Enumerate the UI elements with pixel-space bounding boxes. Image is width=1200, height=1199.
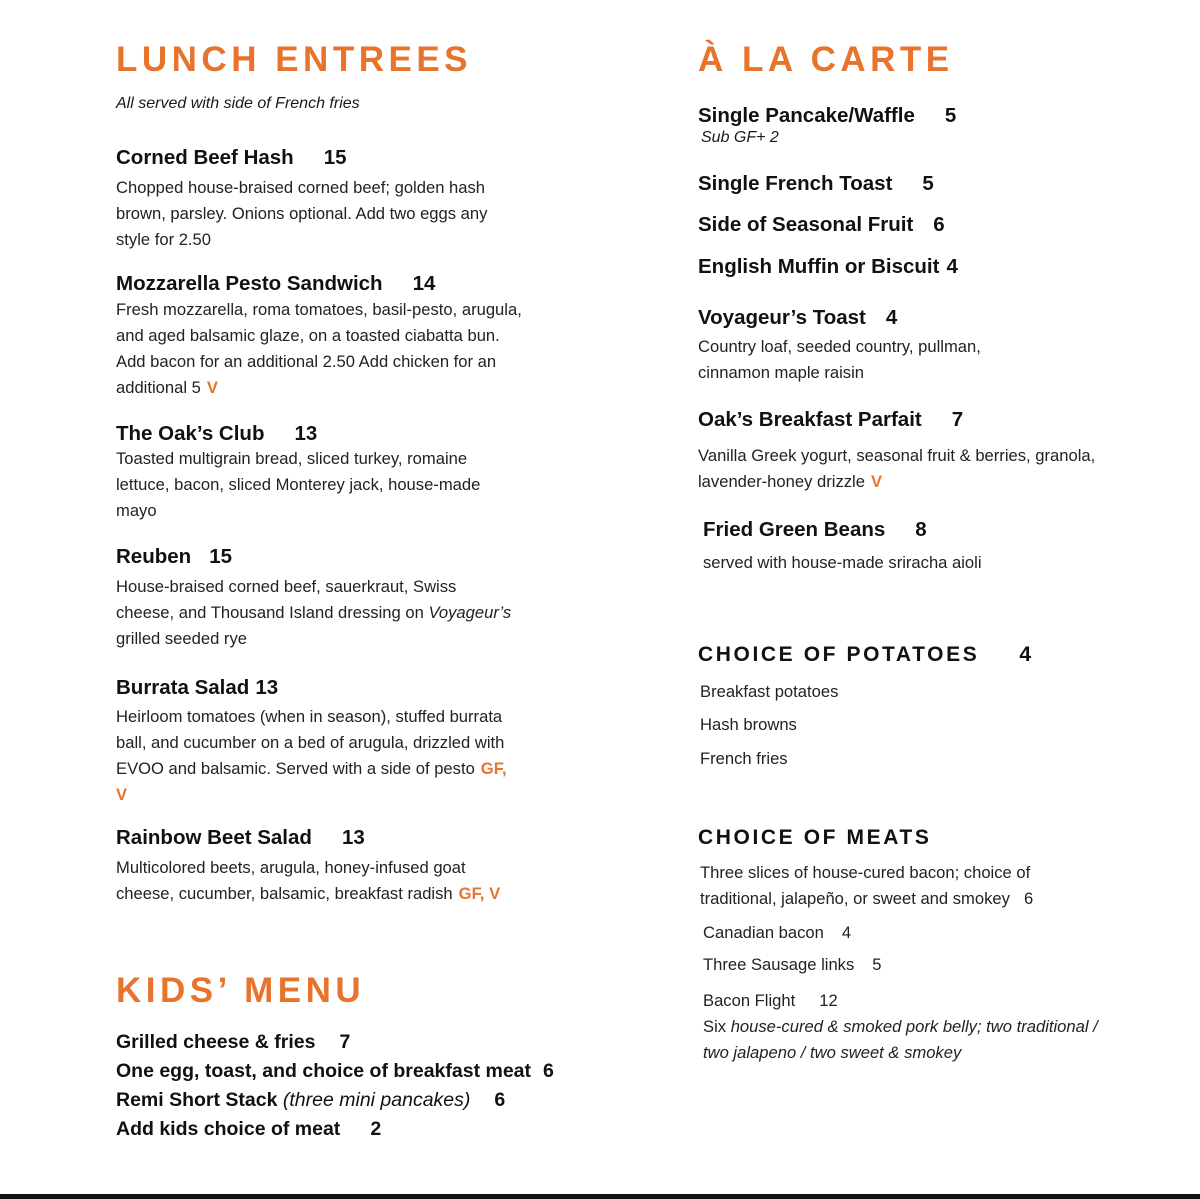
item-name: The Oak’s Club <box>116 422 265 445</box>
meat-option: Three Sausage links 5 <box>703 955 882 974</box>
menu-item-title <box>698 410 963 431</box>
menu-item-title <box>116 678 278 699</box>
potato-option: Breakfast potatoes <box>700 682 839 701</box>
item-name: Corned Beef Hash <box>116 146 294 169</box>
item-description: Multicolored beets, arugula, honey-infused goat cheese, cucumber, balsamic, breakfast radish GF, V <box>116 858 501 903</box>
lunch-note: All served with side of French fries <box>116 95 360 112</box>
kids-item: Grilled cheese & fries 7 <box>116 1031 351 1053</box>
bacon-description: Three slices of house-cured bacon; choice of traditional, jalapeño, or sweet and smokey 6 <box>700 863 1034 908</box>
item-price: 5 <box>922 172 934 195</box>
item-price: 6 <box>933 213 945 236</box>
item-price: 4 <box>885 306 898 329</box>
meat-option: Bacon Flight 12 <box>703 991 838 1010</box>
item-description: Chopped house-braised corned beef; golden hash brown, parsley. Onions optional. Add two eggs any style for 2.50 <box>116 178 488 249</box>
bottom-divider <box>0 1194 1200 1199</box>
dietary-tag: GF, V <box>458 884 501 903</box>
item-description: Vanilla Greek yogurt, seasonal fruit & berries, granola, lavender-honey drizzle V <box>698 446 1096 491</box>
item-price: 14 <box>412 272 436 295</box>
lunch-heading: LUNCH ENTREES <box>116 40 473 79</box>
item-description: served with house-made sriracha aioli <box>703 553 982 572</box>
item-name: Single Pancake/Waffle <box>698 104 915 127</box>
menu-item-title <box>698 106 956 127</box>
item-name: Single French Toast <box>698 172 893 195</box>
kids-heading: KIDS’ MENU <box>116 971 366 1010</box>
bacon-flight-description: Six house-cured & smoked pork belly; two traditional / two jalapeno / two sweet & smokey <box>703 1017 1098 1062</box>
item-note: Sub GF+ 2 <box>701 129 779 146</box>
item-description: Fresh mozzarella, roma tomatoes, basil-pesto, arugula, and aged balsamic glaze, on a toasted ciabatta bun. Add bacon for an additional 2.50 Add chicken for an additional 5 V <box>116 300 522 397</box>
menu-item-title <box>698 257 958 278</box>
menu-item-title <box>116 424 317 445</box>
item-name: Fried Green Beans <box>703 518 886 541</box>
item-name: Oak’s Breakfast Parfait <box>698 408 922 431</box>
item-price: 13 <box>341 826 365 849</box>
item-price: 4 <box>946 255 958 278</box>
item-name: Voyageur’s Toast <box>698 306 866 329</box>
kids-item: Remi Short Stack (three mini pancakes) 6 <box>116 1089 506 1111</box>
item-name: Reuben <box>116 545 192 568</box>
dietary-tag: V <box>870 472 883 491</box>
item-price: 8 <box>915 518 927 541</box>
potato-option: French fries <box>700 749 788 768</box>
item-price: 15 <box>209 545 232 568</box>
item-description: House-braised corned beef, sauerkraut, Swiss cheese, and Thousand Island dressing on Voyageur’s grilled seeded rye <box>116 577 512 648</box>
dietary-tag: GF, V <box>116 759 507 804</box>
item-price: 13 <box>255 676 279 699</box>
menu-item-title <box>698 308 897 329</box>
item-name: Rainbow Beet Salad <box>116 826 312 849</box>
item-name: English Muffin or Biscuit <box>698 255 940 278</box>
item-price: 15 <box>323 146 347 169</box>
menu-item-title <box>116 274 435 295</box>
item-name: Side of Seasonal Fruit <box>698 213 914 236</box>
item-name: Burrata Salad <box>116 676 250 699</box>
meats-heading: CHOICE OF MEATS <box>698 826 932 849</box>
item-price: 13 <box>294 422 318 445</box>
kids-item: Add kids choice of meat 2 <box>116 1118 382 1140</box>
meat-option: Canadian bacon 4 <box>703 923 852 942</box>
item-price: 7 <box>951 408 964 431</box>
item-description: Toasted multigrain bread, sliced turkey, romaine lettuce, bacon, sliced Monterey jack, house-made mayo <box>116 449 481 520</box>
potato-option: Hash browns <box>700 715 797 734</box>
menu-item-title <box>116 148 347 169</box>
potatoes-heading: CHOICE OF POTATOES 4 <box>698 643 1034 666</box>
menu-item-title <box>116 828 365 849</box>
alacarte-heading: À LA CARTE <box>698 40 954 79</box>
item-description: Heirloom tomatoes (when in season), stuffed burrata ball, and cucumber on a bed of arugula, drizzled with EVOO and balsamic. Served with a side of pesto GF, V <box>116 707 507 804</box>
item-description: Country loaf, seeded country, pullman, cinnamon maple raisin <box>698 337 981 382</box>
menu-item-title <box>116 547 232 568</box>
item-price: 5 <box>944 104 957 127</box>
kids-item: One egg, toast, and choice of breakfast meat 6 <box>116 1060 554 1082</box>
item-name: Mozzarella Pesto Sandwich <box>116 272 383 295</box>
menu-item-title <box>698 215 945 236</box>
menu-item-title <box>703 520 927 541</box>
dietary-tag: V <box>206 378 218 397</box>
menu-item-title <box>698 174 934 195</box>
